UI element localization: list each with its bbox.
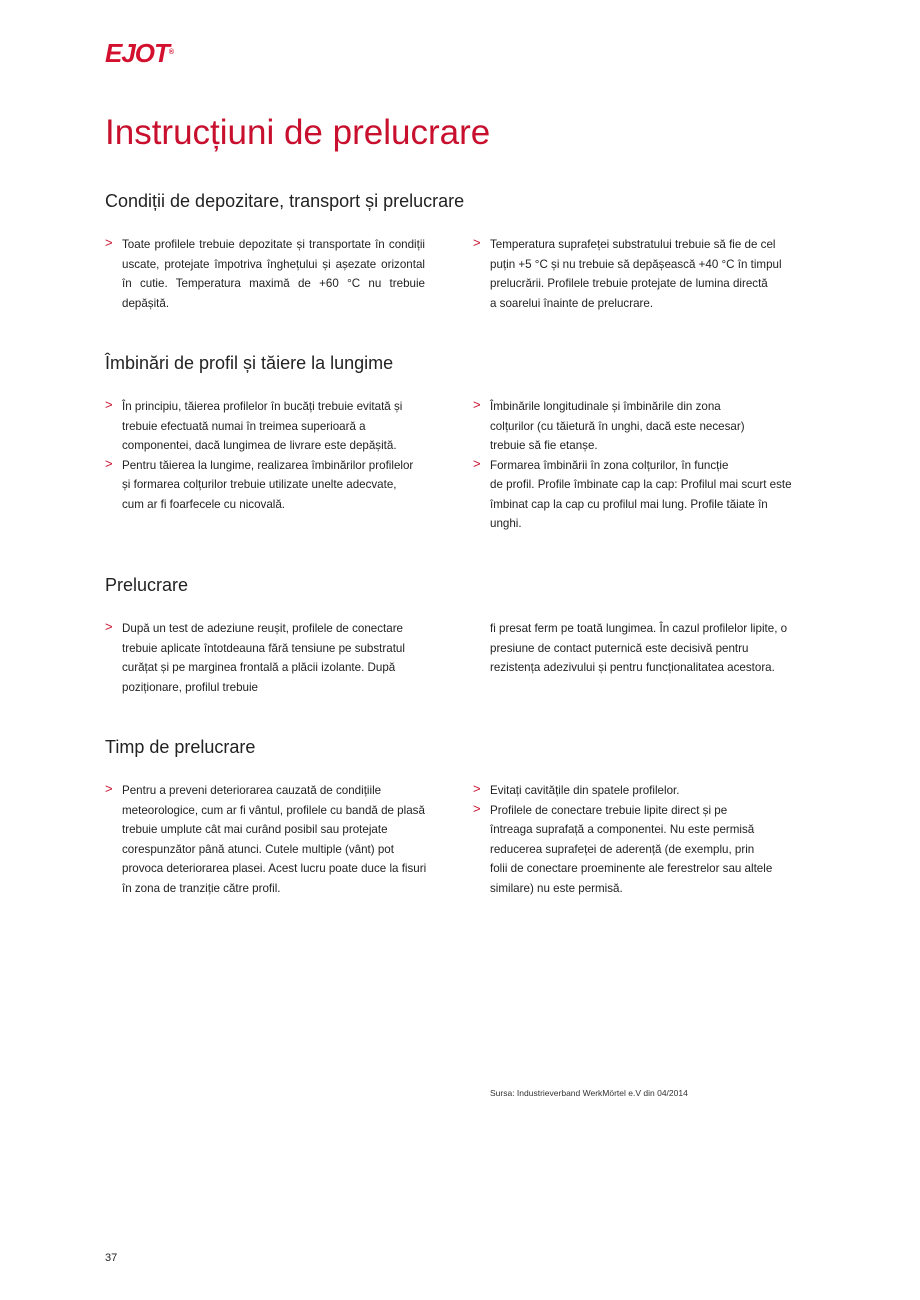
list-item-text: Îmbinările longitudinale și îmbinările din zona colțurilor (cu tăietură în unghi, dacă este necesar) trebuie să fie etanșe. bbox=[490, 400, 745, 452]
list-item bbox=[473, 801, 823, 899]
registered-mark: ® bbox=[168, 49, 174, 56]
storage-right-column bbox=[473, 235, 823, 313]
ejot-logo bbox=[105, 40, 173, 66]
list-item bbox=[473, 456, 823, 534]
section-heading-processing-time: Timp de prelucrare bbox=[105, 737, 256, 757]
source-note: Sursa: Industrieverband WerkMörtel e.V din 04/2014 bbox=[490, 1088, 688, 1098]
chevron-right-icon: > bbox=[473, 800, 481, 816]
list-item-text: Evitați cavitățile din spatele profilelor. bbox=[490, 784, 680, 797]
list-item bbox=[105, 397, 455, 456]
logo-text: EJOT bbox=[105, 38, 169, 68]
processing-left-column bbox=[105, 619, 455, 697]
list-item-text: În principiu, tăierea profilelor în bucăți trebuie evitată și trebuie efectuată numai în treimea superioară a componentei, dacă lungimea de livrare este depășită. bbox=[122, 400, 403, 452]
section-heading-joints: Îmbinări de profil și tăiere la lungime bbox=[105, 353, 394, 373]
chevron-right-icon: > bbox=[105, 619, 113, 634]
time-left-column bbox=[105, 781, 455, 898]
list-item bbox=[473, 235, 823, 313]
list-item bbox=[105, 456, 455, 515]
list-item bbox=[473, 397, 823, 456]
chevron-right-icon: > bbox=[105, 781, 113, 796]
processing-right-column bbox=[473, 619, 823, 678]
chevron-right-icon: > bbox=[105, 455, 113, 471]
continued-paragraph: fi presat ferm pe toată lungimea. În cazul profilelor lipite, o presiune de contact puternică este decisivă pentru rezistența adezivului și pentru funcționalitatea acestora. bbox=[490, 622, 788, 674]
chevron-right-icon: > bbox=[105, 235, 113, 250]
list-item-text: Profilele de conectare trebuie lipite direct și pe întreaga suprafață a componentei. Nu este permisă reducerea suprafeței de aderență (de exemplu, prin folii de conectare proeminente ale ferestrelor sau altele similare) nu este permisă. bbox=[490, 803, 773, 895]
list-item bbox=[105, 235, 425, 313]
section-heading-storage: Condiții de depozitare, transport și prelucrare bbox=[105, 191, 465, 211]
chevron-right-icon: > bbox=[473, 781, 481, 796]
section-heading-processing: Prelucrare bbox=[105, 575, 189, 595]
page-number: 37 bbox=[105, 1252, 118, 1264]
time-right-column bbox=[473, 781, 823, 898]
list-item-text: Pentru a preveni deteriorarea cauzată de condițiile meteorologice, cum ar fi vântul, profilele cu bandă de plasă trebuie umplute cât mai curând posibil sau protejate corespunzător până atunci. Cutele multiple (vânt) pot provoca deteriorarea plasei. Acest lucru poate duce la fisuri în zona de tranziție către profil. bbox=[122, 784, 427, 895]
list-item bbox=[105, 781, 455, 898]
chevron-right-icon: > bbox=[105, 397, 113, 412]
chevron-right-icon: > bbox=[473, 455, 481, 471]
joints-right-column bbox=[473, 397, 823, 534]
list-item-text: Pentru tăierea la lungime, realizarea îmbinărilor profilelor și formarea colțurilor trebuie utilizate unelte adecvate, cum ar fi foarfecele cu nicovală. bbox=[122, 458, 414, 511]
list-item bbox=[105, 619, 455, 697]
chevron-right-icon: > bbox=[473, 235, 481, 250]
page-title: Instrucțiuni de prelucrare bbox=[105, 113, 491, 152]
list-item-text: După un test de adeziune reușit, profilele de conectare trebuie aplicate întotdeauna fără tensiune pe substratul curățat și pe marginea frontală a plăcii izolante. După poziționare, profilul trebuie bbox=[122, 622, 405, 694]
list-item-text: Formarea îmbinării în zona colțurilor, în funcție de profil. Profile îmbinate cap la cap: Profilul mai scurt este îmbinat cap la cap cu profilul mai lung. Profile tăiate în unghi. bbox=[490, 458, 792, 530]
chevron-right-icon: > bbox=[473, 397, 481, 412]
joints-left-column bbox=[105, 397, 455, 514]
storage-left-column bbox=[105, 235, 425, 313]
list-item-text: Toate profilele trebuie depozitate și transportate în condiții uscate, protejate împotriva înghețului și așezate orizontal în cutie. Temperatura maximă de +60 °C nu trebuie depășită. bbox=[122, 238, 425, 310]
list-item bbox=[473, 781, 823, 801]
list-item-text: Temperatura suprafeței substratului trebuie să fie de cel puțin +5 °C și nu trebuie să depășească +40 °C în timpul prelucrării. Profilele trebuie protejate de lumina directă a soarelui înainte de prelucrare. bbox=[490, 238, 782, 310]
